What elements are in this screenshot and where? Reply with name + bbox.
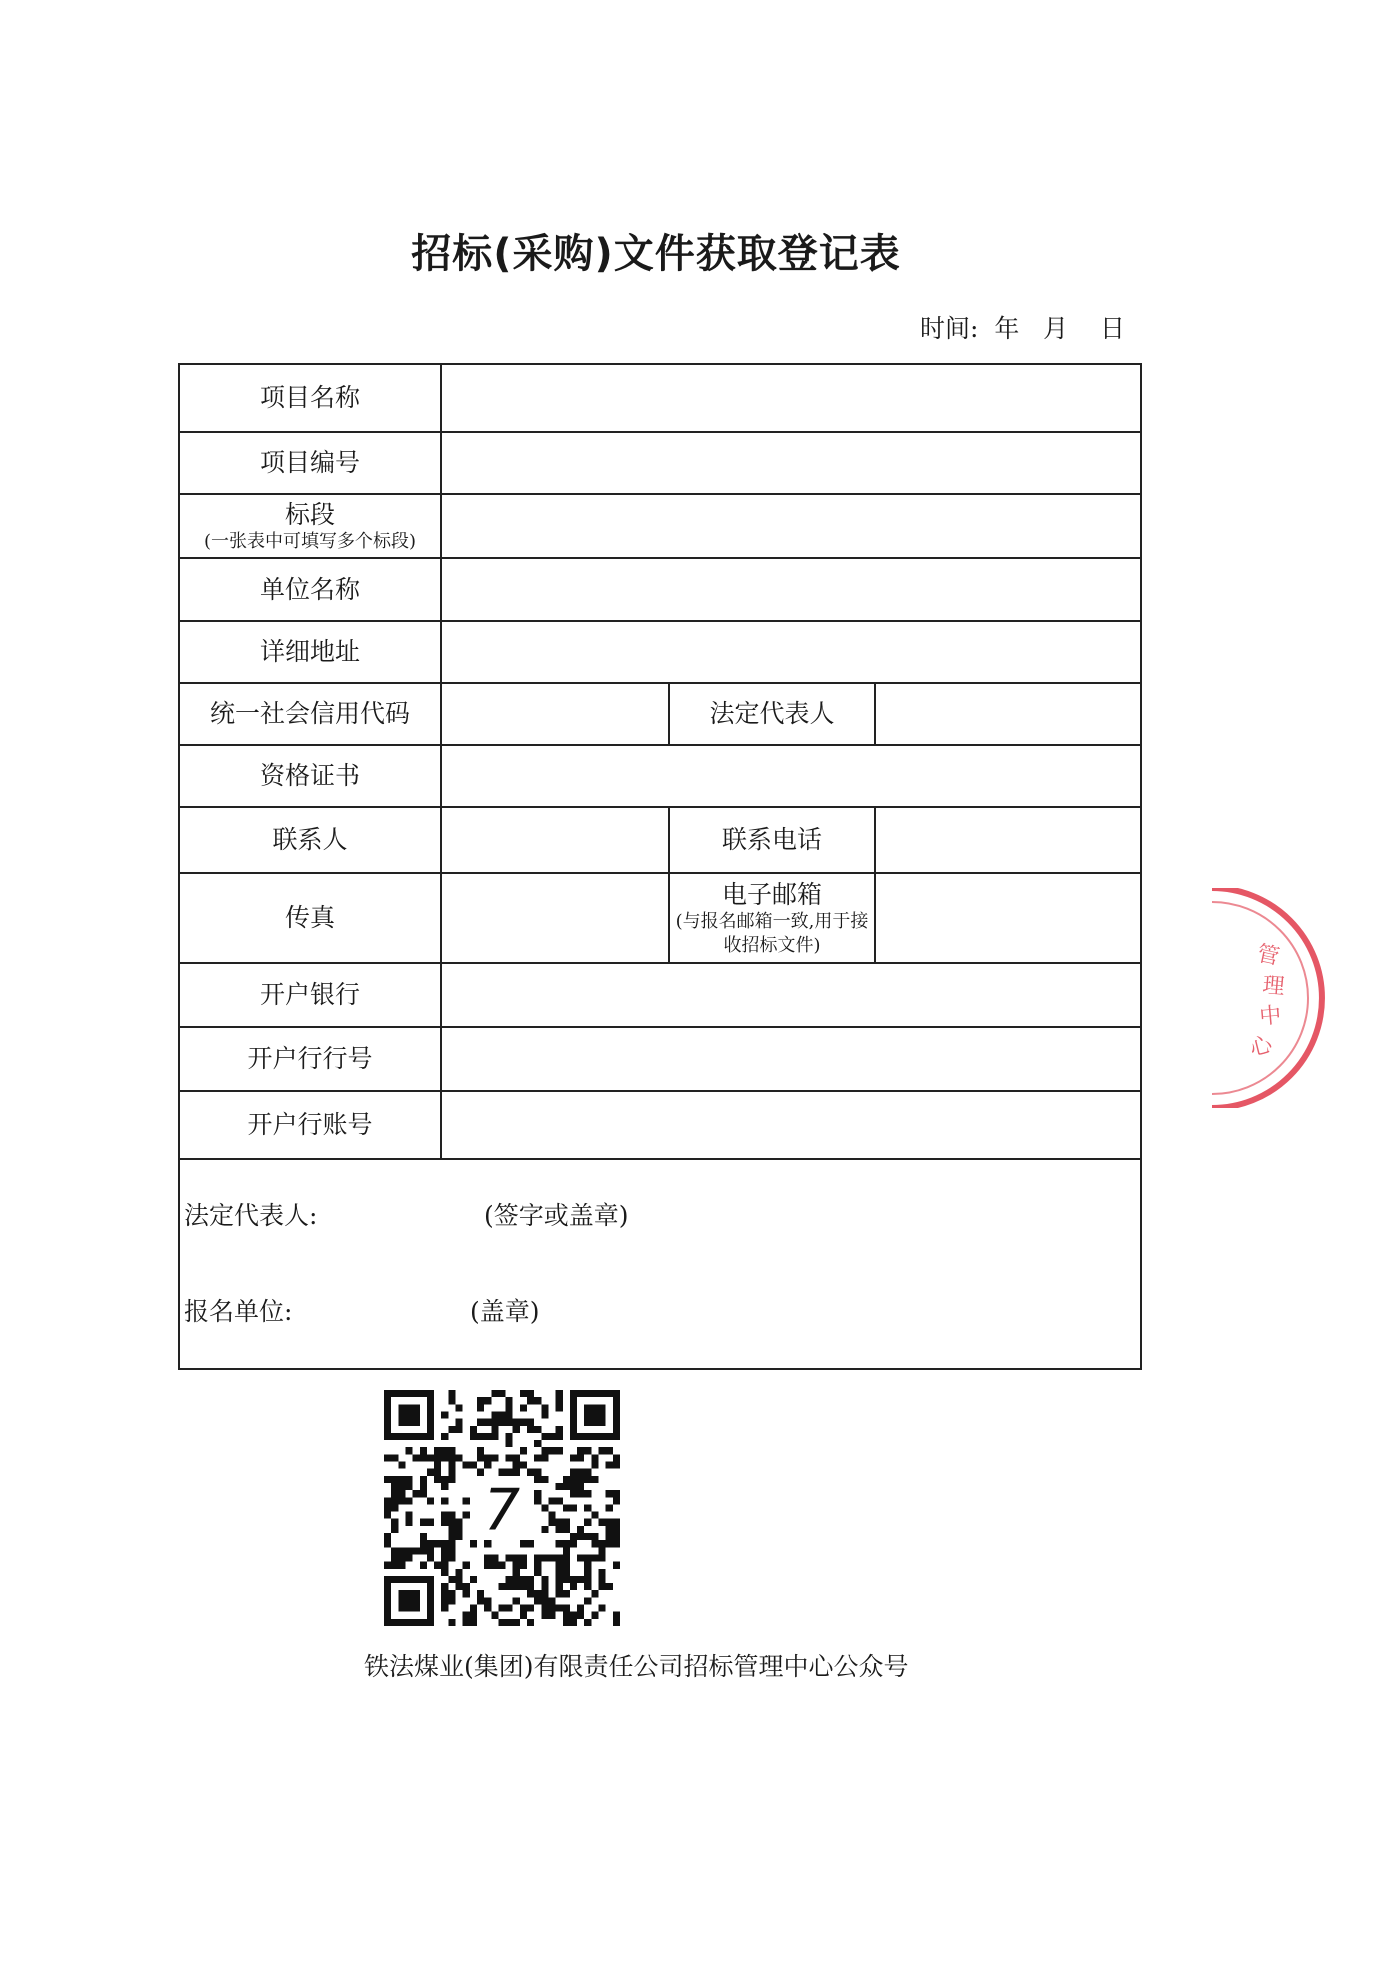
signature-area[interactable] bbox=[179, 1159, 1141, 1369]
fax-field[interactable] bbox=[441, 873, 669, 963]
svg-text:管: 管 bbox=[1254, 941, 1282, 971]
registration-form-table bbox=[178, 363, 1142, 1370]
page-title: 招标(采购)文件获取登记表 bbox=[411, 231, 901, 277]
section-field[interactable] bbox=[441, 494, 1141, 558]
project-number-field[interactable] bbox=[441, 432, 1141, 494]
legal-rep-field[interactable] bbox=[875, 683, 1141, 745]
legal-rep-label: 法定代表人 bbox=[669, 683, 875, 745]
phone-label: 联系电话 bbox=[669, 807, 875, 873]
project-name-field[interactable] bbox=[441, 364, 1141, 432]
email-field[interactable] bbox=[875, 873, 1141, 963]
bank-account-label: 开户行账号 bbox=[179, 1091, 441, 1159]
fax-label: 传真 bbox=[179, 873, 441, 963]
bank-number-field[interactable] bbox=[441, 1027, 1141, 1091]
svg-text:理: 理 bbox=[1261, 973, 1286, 1000]
unit-sign-label: 报名单位: bbox=[184, 1297, 293, 1326]
unit-sign-hint: (盖章) bbox=[470, 1297, 540, 1326]
bank-number-label: 开户行行号 bbox=[179, 1027, 441, 1091]
legal-rep-sign-row bbox=[184, 1200, 629, 1231]
section-note: (一张表中可填写多个标段) bbox=[203, 530, 417, 552]
unit-name-label: 单位名称 bbox=[179, 558, 441, 621]
qualification-field[interactable] bbox=[441, 745, 1141, 807]
phone-field[interactable] bbox=[875, 807, 1141, 873]
svg-text:中: 中 bbox=[1258, 1003, 1283, 1030]
section-label-cell bbox=[179, 494, 441, 558]
address-field[interactable] bbox=[441, 621, 1141, 683]
email-label: 电子邮箱 bbox=[721, 879, 822, 909]
bank-label: 开户银行 bbox=[179, 963, 441, 1027]
contact-field[interactable] bbox=[441, 807, 669, 873]
svg-text:7: 7 bbox=[483, 1477, 521, 1544]
qualification-label: 资格证书 bbox=[179, 745, 441, 807]
contact-label: 联系人 bbox=[179, 807, 441, 873]
red-seal-stamp bbox=[1212, 888, 1352, 1108]
date-line: 时间: 年 月 日 bbox=[920, 314, 1125, 343]
unit-name-field[interactable] bbox=[441, 558, 1141, 621]
qr-code-icon[interactable] bbox=[384, 1390, 620, 1626]
legal-rep-sign-hint: (签字或盖章) bbox=[484, 1201, 629, 1230]
legal-rep-sign-label: 法定代表人: bbox=[184, 1201, 318, 1230]
qr-caption: 铁法煤业(集团)有限责任公司招标管理中心公众号 bbox=[364, 1652, 909, 1681]
address-label: 详细地址 bbox=[179, 621, 441, 683]
section-label: 标段 bbox=[284, 499, 335, 529]
bank-field[interactable] bbox=[441, 963, 1141, 1027]
email-label-cell bbox=[669, 873, 875, 963]
email-note: (与报名邮箱一致,用于接收招标文件) bbox=[675, 911, 869, 956]
bank-account-field[interactable] bbox=[441, 1091, 1141, 1159]
unit-sign-row bbox=[184, 1296, 540, 1327]
project-name-label: 项目名称 bbox=[179, 364, 441, 432]
credit-code-label: 统一社会信用代码 bbox=[179, 683, 441, 745]
project-number-label: 项目编号 bbox=[179, 432, 441, 494]
credit-code-field[interactable] bbox=[441, 683, 669, 745]
svg-text:心: 心 bbox=[1247, 1032, 1275, 1062]
